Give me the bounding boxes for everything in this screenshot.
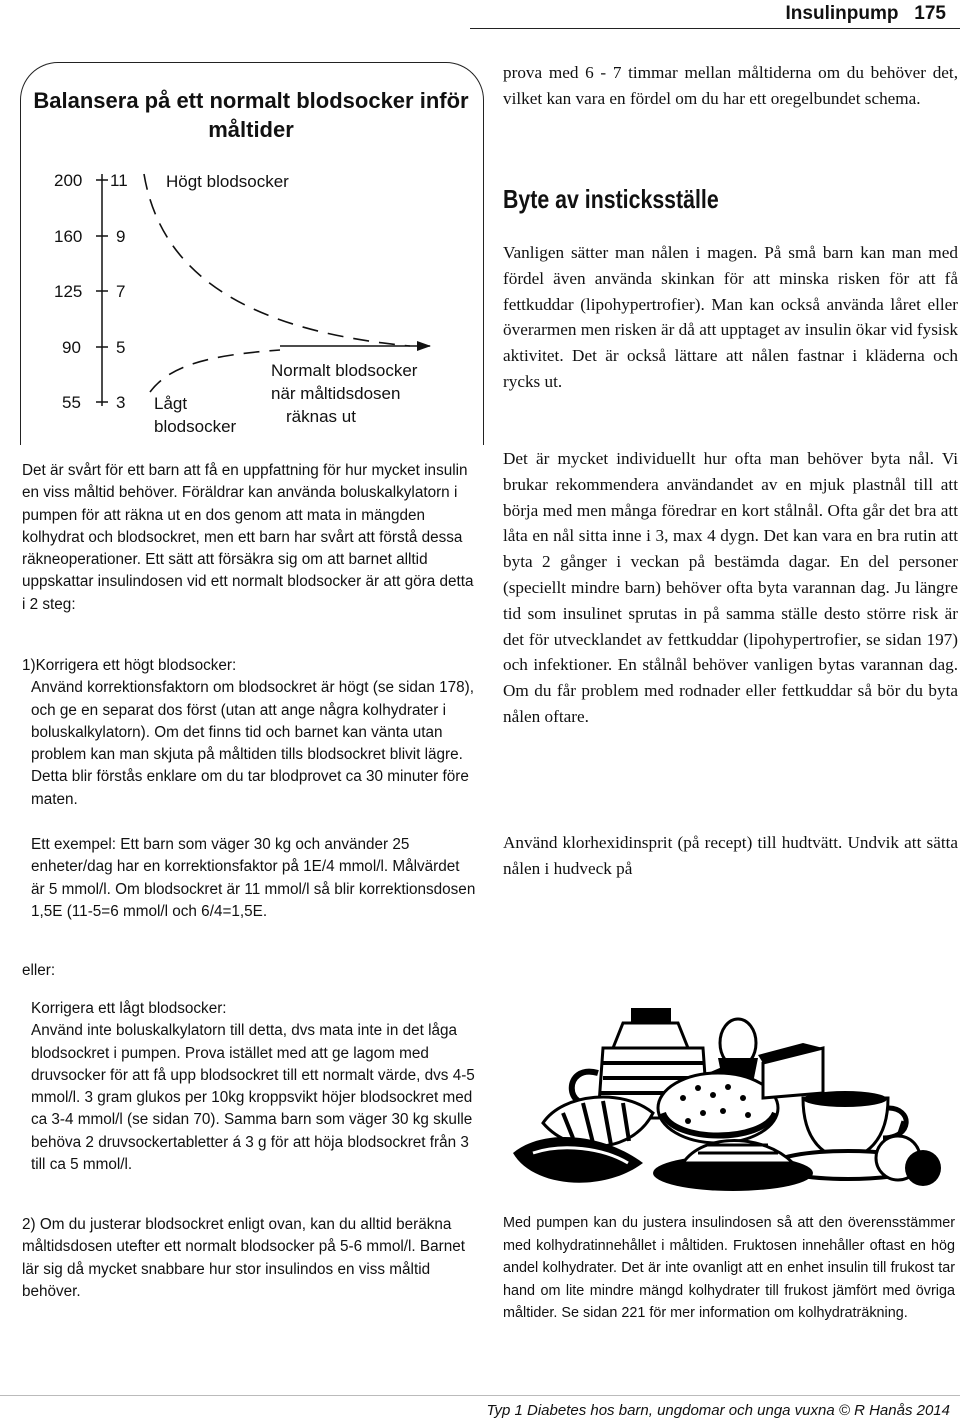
step2-text: 2) Om du justerar blodsockret enligt ovan, kan du alltid beräkna måltidsdosen utefter ett normalt blodsocker på 5-6 mmol/l. Barnet lär sig då mycket snabbare hur stor insulindos en viss måltid behöver. bbox=[22, 1216, 465, 1300]
cheese-icon bbox=[758, 1043, 823, 1098]
section-heading: Byte av insticksställe bbox=[503, 184, 719, 214]
body-text: Använd klorhexidinsprit (på recept) till hudtvätt. Undvik att sätta nålen i hudveck på bbox=[503, 833, 958, 878]
normal-label: när måltidsdosen bbox=[271, 384, 401, 403]
breakfast-illustration bbox=[503, 1003, 955, 1199]
image-caption bbox=[503, 1212, 955, 1325]
high-curve bbox=[144, 174, 410, 346]
example-section bbox=[22, 834, 477, 923]
pastry-icon bbox=[513, 1097, 653, 1183]
low-heading: Korrigera ett lågt blodsocker: bbox=[31, 1000, 227, 1017]
step1-section bbox=[22, 655, 477, 811]
page-header bbox=[0, 0, 960, 28]
step1-heading: 1)Korrigera ett högt blodsocker: bbox=[22, 657, 237, 674]
box-title-line: måltider bbox=[208, 117, 294, 142]
tick-label-mmol: 9 bbox=[116, 227, 126, 246]
or-text: eller: bbox=[22, 962, 56, 979]
footer-text: Typ 1 Diabetes hos barn, ungdomar och unga vuxna © R Hanås 2014 bbox=[486, 1402, 950, 1419]
body-text: Det är mycket individuellt hur ofta man behöver byta nål. Vi brukar rekommendera användandet av en mjuk plastnål till att börja med men många föredrar en kort stålnål. Ofta går det bra att låta en nål sitta inne i 3, max 4 dygn. Det kan vara en bra rutin att byta 2 gånger i veckan på bestämda dagar. En del personer (speciellt mindre barn) behöver ofta byta varannan dag. Ju längre tid som insulinet sprutas in på samma ställe desto större risk är det för utvecklandet av fettkuddar (lipohypertrofier, se sidan 197) och infektioner. En stålnål behöver vanligen bytas varannan dag. Om du får problem med rodnader eller fettkuddar så bör du byta nålen oftare. bbox=[503, 449, 958, 726]
low-curve bbox=[150, 350, 280, 392]
normal-label: Normalt blodsocker bbox=[271, 361, 418, 380]
tick-label-mmol: 5 bbox=[116, 338, 126, 357]
tick-label-mgdl: 200 bbox=[54, 171, 83, 190]
paragraph-2 bbox=[503, 446, 958, 730]
box-title bbox=[20, 86, 482, 144]
low-text: Använd inte boluskalkylatorn till detta, dvs mata inte in det låga blodsockret i pumpen. Prova istället med att ge lagom med druvsocker för att få upp blodsockret till ett normalt värde, dvs 4-5 mmol/l. 3 gram glukos per 10kg kroppsvikt höjer blodsockret med ca 3-4 mmol/l (se sidan 70). Samma barn som väger 30 kg skulle behöva 2 druvsockertabletter á 3 g för att höja blodsockret från 3 till ca 5 mmol/l. bbox=[31, 1022, 475, 1174]
paragraph-1 bbox=[503, 240, 958, 395]
box-title-line: Balansera på ett normalt blodsocker inför bbox=[33, 88, 469, 113]
footer-rule bbox=[0, 1395, 960, 1396]
bread-icon bbox=[658, 1073, 778, 1143]
continuation-paragraph bbox=[503, 60, 958, 112]
low-label: blodsocker bbox=[154, 417, 237, 436]
tick-label-mgdl: 90 bbox=[62, 338, 81, 357]
page-number: 175 bbox=[914, 3, 946, 24]
tick-label-mgdl: 55 bbox=[62, 393, 81, 412]
intro-paragraph bbox=[22, 460, 477, 616]
plate-icon bbox=[653, 1141, 813, 1192]
step2-section bbox=[22, 1214, 477, 1303]
header-rule bbox=[470, 28, 960, 29]
tick-label-mmol: 11 bbox=[110, 171, 128, 190]
low-section bbox=[22, 998, 477, 1176]
normal-label: räknas ut bbox=[286, 407, 356, 426]
blood-sugar-diagram bbox=[20, 160, 480, 440]
high-label: Högt blodsocker bbox=[166, 172, 289, 191]
low-label: Lågt bbox=[154, 394, 188, 413]
tick-label-mgdl: 160 bbox=[54, 227, 83, 246]
running-header bbox=[786, 3, 946, 25]
tick-label-mmol: 7 bbox=[116, 282, 126, 301]
body-text: Vanligen sätter man nålen i magen. På små barn kan man med fördel även använda skinkan för att minska risken för att få fettkuddar (lipohypertrofier). Man kan också använda låret eller överarmen men risken är då att upptaget av insulin ökar vid fysisk aktivitet. Det är också lättare att nålen fastnar i kläderna och rycks ut. bbox=[503, 243, 958, 391]
body-text: prova med 6 - 7 timmar mellan måltiderna om du behöver det, vilket kan vara en fördel om du har ett oregelbundet schema. bbox=[503, 63, 958, 108]
tick-label-mmol: 3 bbox=[116, 393, 126, 412]
tick-label-mgdl: 125 bbox=[54, 282, 83, 301]
body-text: Det är svårt för ett barn att få en uppfattning för hur mycket insulin en viss måltid behöver. Föräldrar kan använda boluskalkylatorn i pumpen för att räkna ut en dos genom att mata in mängden kolhydrat och blodsockret, men ett barn har svårt att förstå dessa räkneoperationer. Ett sätt att försäkra sig om att barnet alltid uppskattar insulindosen vid ett normalt blodsocker är att göra detta i 2 steg: bbox=[22, 462, 474, 613]
paragraph-3 bbox=[503, 830, 958, 882]
step1-text: Använd korrektionsfaktorn om blodsockret är högt (se sidan 178), och ge en separat dos först (utan att ange några kolhydrater i boluskalkylatorn). Om det finns tid och barnet kan vänta utan problem kan man skjuta på måltiden tills blodsockret blivit lägre. Detta blir förstås enklare om du tar blodprovet ca 30 minuter före maten. bbox=[31, 679, 474, 808]
header-title: Insulinpump bbox=[785, 3, 899, 24]
fruit-icon bbox=[876, 1121, 941, 1186]
or-label bbox=[22, 960, 477, 982]
example-text: Ett exempel: Ett barn som väger 30 kg och använder 25 enheter/dag har en korrektionsfaktor på 1E/4 mmol/l. Målvärdet är 5 mmol/l. Om blodsockret är 11 mmol/l så blir korrektionsdosen 1,5E (11-5=6 mmol/l och 6/4=1,5E. bbox=[31, 836, 476, 920]
caption-text: Med pumpen kan du justera insulindosen så att den överensstämmer med kolhydratinnehållet i måltiden. Fruktosen innehåller oftast en hög andel kolhydrater. Det är inte ovanligt att en enhet insulin till frukost tar hand om lite mindre mängd kolhydrater till frukost jämfört med övriga måltider. Se sidan 221 för mer information om kolhydraträkning. bbox=[503, 1215, 955, 1321]
